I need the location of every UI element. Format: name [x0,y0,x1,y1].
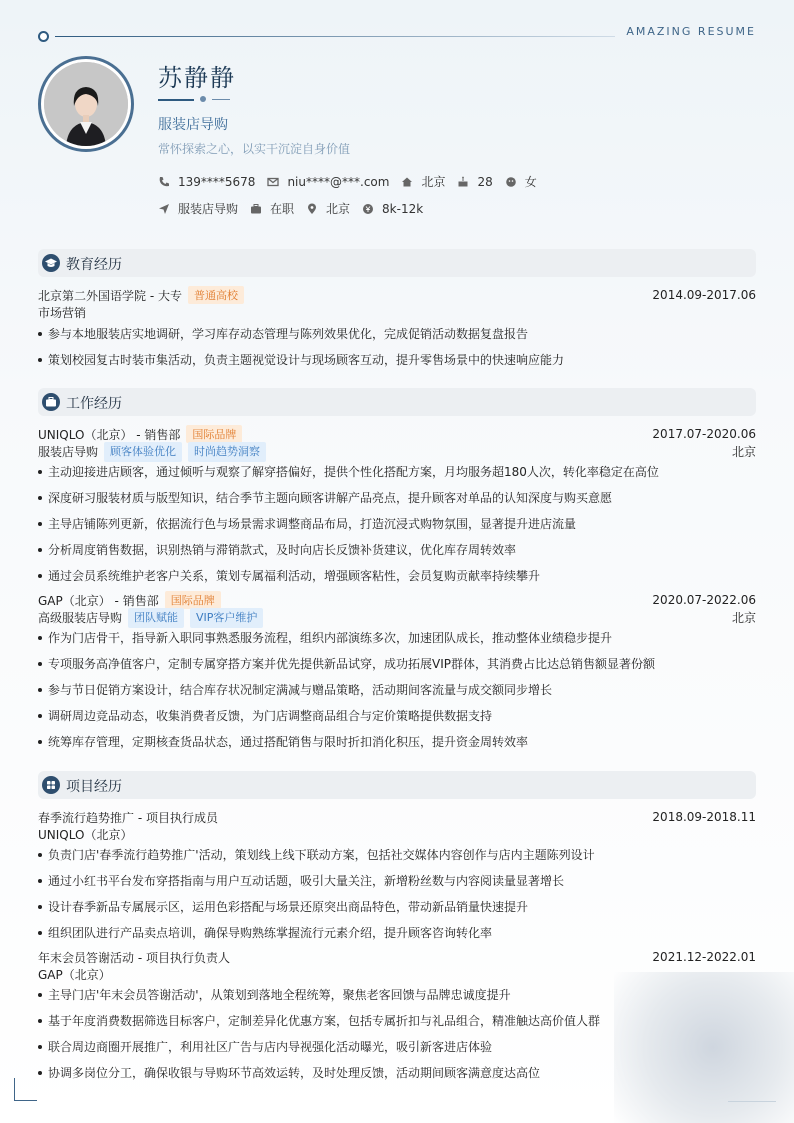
home-icon [401,176,413,188]
company-tag: 国际品牌 [186,425,242,443]
skill-tag: VIP客户维护 [190,608,263,628]
work-entry-1-header [38,425,756,443]
list-item: 主导店铺陈列更新，依据流行色与场景需求调整商品布局，打造沉浸式购物氛围，显著提升进店流量 [38,515,756,533]
work-section-header [38,388,756,416]
skill-tag: 团队赋能 [128,608,184,628]
work-entry-2-header [38,591,756,609]
list-item: 通过会员系统维护老客户关系，策划专属福利活动，增强顾客粘性，会员复购贡献率持续攀升 [38,567,756,585]
project-date: 2021.12-2022.01 [652,950,756,964]
list-item: 统筹库存管理，定期核查货品状态，通过搭配销售与限时折扣消化积压，提升资金周转效率 [38,733,756,751]
phone-icon [158,176,170,188]
list-item: 通过小红书平台发布穿搭指南与用户互动话题，吸引大量关注，新增粉丝数与内容阅读量显著增长 [38,872,756,890]
contact-row [158,173,549,190]
project-name: 年末会员答谢活动 - 项目执行负责人 [38,950,230,965]
list-item: 参与本地服装店实地调研，学习库存动态管理与陈列效果优化，完成促销活动数据复盘报告 [38,325,756,343]
work-location: 北京 [731,611,756,625]
project-name: 春季流行趋势推广 - 项目执行成员 [38,810,218,825]
project-entry-2-header [38,948,756,966]
education-date: 2014.09-2017.06 [652,288,756,302]
contact-email-text: niu****@***.com [287,174,390,189]
name-underline-bar [158,99,194,101]
project-entry-1 [38,808,756,942]
contact-gender [505,173,537,190]
list-item: 主动迎接进店顾客，通过倾听与观察了解穿搭偏好，提供个性化搭配方案，月均服务超180人次，转化率稳定在高位 [38,463,756,481]
work-location: 北京 [731,445,756,459]
list-item: 作为门店骨干，指导新入职同事熟悉服务流程，组织内部演练多次，加速团队成长，推动整体业绩稳步提升 [38,629,756,647]
briefcase-icon [250,203,262,215]
avatar [44,62,128,146]
corner-decor-left [14,1078,37,1101]
work-date: 2020.07-2022.06 [652,593,756,607]
name-underline [158,96,238,104]
list-item: 基于年度消费数据筛选目标客户，定制差异化优惠方案，包括专属折扣与礼品组合，精准触达高价值人群 [38,1012,756,1030]
contact-home-text: 北京 [421,175,446,189]
avatar-frame [38,56,134,152]
skill-tag: 时尚趋势洞察 [188,442,266,462]
education-major: 市场营销 [38,306,87,320]
send-icon [158,203,170,215]
name-underline-dot [200,96,206,102]
list-item: 联合周边商圈开展推广，利用社区广告与店内导视强化活动曝光，吸引新客进店体验 [38,1038,756,1056]
avatar-portrait-icon [44,62,128,146]
list-item: 分析周度销售数据，识别热销与滞销款式，及时向店长反馈补货建议，优化库存周转效率 [38,541,756,559]
work-role: 高级服装店导购 [38,611,123,625]
education-section-header [38,249,756,277]
project-org-row [38,826,756,844]
mail-icon [267,176,279,188]
skill-tag: 顾客体验优化 [104,442,182,462]
list-item: 设计春季新品专属展示区，运用色彩搭配与场景还原突出商品特色，带动新品销量快速提升 [38,898,756,916]
intent-city-text: 北京 [326,202,351,216]
contact-gender-text: 女 [524,175,537,189]
intent-salary-text: 8k-12k [382,201,424,216]
list-item: 专项服务高净值客户，定制专属穿搭方案并优先提供新品试穿，成功拓展VIP群体，其消费占比达总销售额显著份额 [38,655,756,673]
work-role-row [38,443,756,461]
project-section-header [38,771,756,799]
work-entry-1 [38,425,756,585]
work-entry-2 [38,591,756,751]
list-item: 参与节日促销方案设计，结合库存状况制定满减与赠品策略，活动期间客流量与成交额同步增长 [38,681,756,699]
work-role-row [38,609,756,627]
list-item: 主导门店'年末会员答谢活动'，从策划到落地全程统筹，聚焦老客回馈与品牌忠诚度提升 [38,986,756,1004]
project-org: GAP（北京） [38,968,111,982]
education-entry [38,286,756,369]
top-decor-line [38,31,638,43]
job-title: 服装店导购 [158,117,228,133]
list-item: 深度研习服装材质与版型知识，结合季节主题向顾客讲解产品亮点，提升顾客对单品的认知深度与购买意愿 [38,489,756,507]
intent-salary [362,202,423,216]
list-item: 调研周边竞品动态，收集消费者反馈，为门店调整商品组合与定价策略提供数据支持 [38,707,756,725]
list-item: 负责门店'春季流行趋势推广'活动，策划线上线下联动方案，包括社交媒体内容创作与店内主题陈列设计 [38,846,756,864]
project-org: UNIQLO（北京） [38,828,133,842]
education-entry-header [38,286,756,304]
work-role: 服装店导购 [38,445,99,459]
project-date: 2018.09-2018.11 [652,810,756,824]
money-icon [362,203,374,215]
education-major-row [38,304,756,322]
school-name: 北京第二外国语学院 - 大专 [38,288,182,303]
intent-status [250,200,294,217]
corner-decor-right [728,1101,776,1102]
name-underline-tail [212,99,230,100]
company-name: GAP（北京） - 销售部 [38,593,159,608]
project-grid-icon [42,776,60,794]
contact-email [267,175,389,189]
location-icon [306,203,318,215]
graduation-cap-icon [42,254,60,272]
list-item: 组织团队进行产品卖点培训，确保导购熟练掌握流行元素介绍，提升顾客咨询转化率 [38,924,756,942]
cake-icon [457,176,469,188]
school-tag: 普通高校 [188,286,244,304]
intent-job [158,200,238,217]
work-date: 2017.07-2020.06 [652,427,756,441]
candidate-name: 苏静静 [158,64,236,92]
contact-home [401,173,445,190]
education-section-title: 教育经历 [66,257,122,273]
work-briefcase-icon [42,393,60,411]
intent-job-text: 服装店导购 [178,202,239,216]
contact-age-text: 28 [477,174,493,189]
list-item: 协调多岗位分工，确保收银与导购环节高效运转，及时处理反馈，活动期间顾客满意度达高位 [38,1064,756,1082]
intent-status-text: 在职 [270,202,295,216]
list-item: 策划校园复古时装市集活动，负责主题视觉设计与现场顾客互动，提升零售场景中的快速响应能力 [38,351,756,369]
motto: 常怀探索之心，以实干沉淀自身价值 [158,142,351,156]
company-name: UNIQLO（北京） - 销售部 [38,427,181,442]
company-tag: 国际品牌 [165,591,221,609]
contact-phone-text: 139****5678 [178,174,256,189]
project-section-title: 项目经历 [66,779,122,795]
brand-label: AMAZING RESUME [626,25,756,38]
intent-city [306,200,350,217]
contact-phone [158,175,255,189]
work-section-title: 工作经历 [66,396,122,412]
top-decor-rule [55,36,615,37]
project-entry-1-header [38,808,756,826]
contact-age [457,175,492,189]
top-decor-circle [38,31,49,42]
gender-icon [505,176,517,188]
intent-row [158,200,435,217]
